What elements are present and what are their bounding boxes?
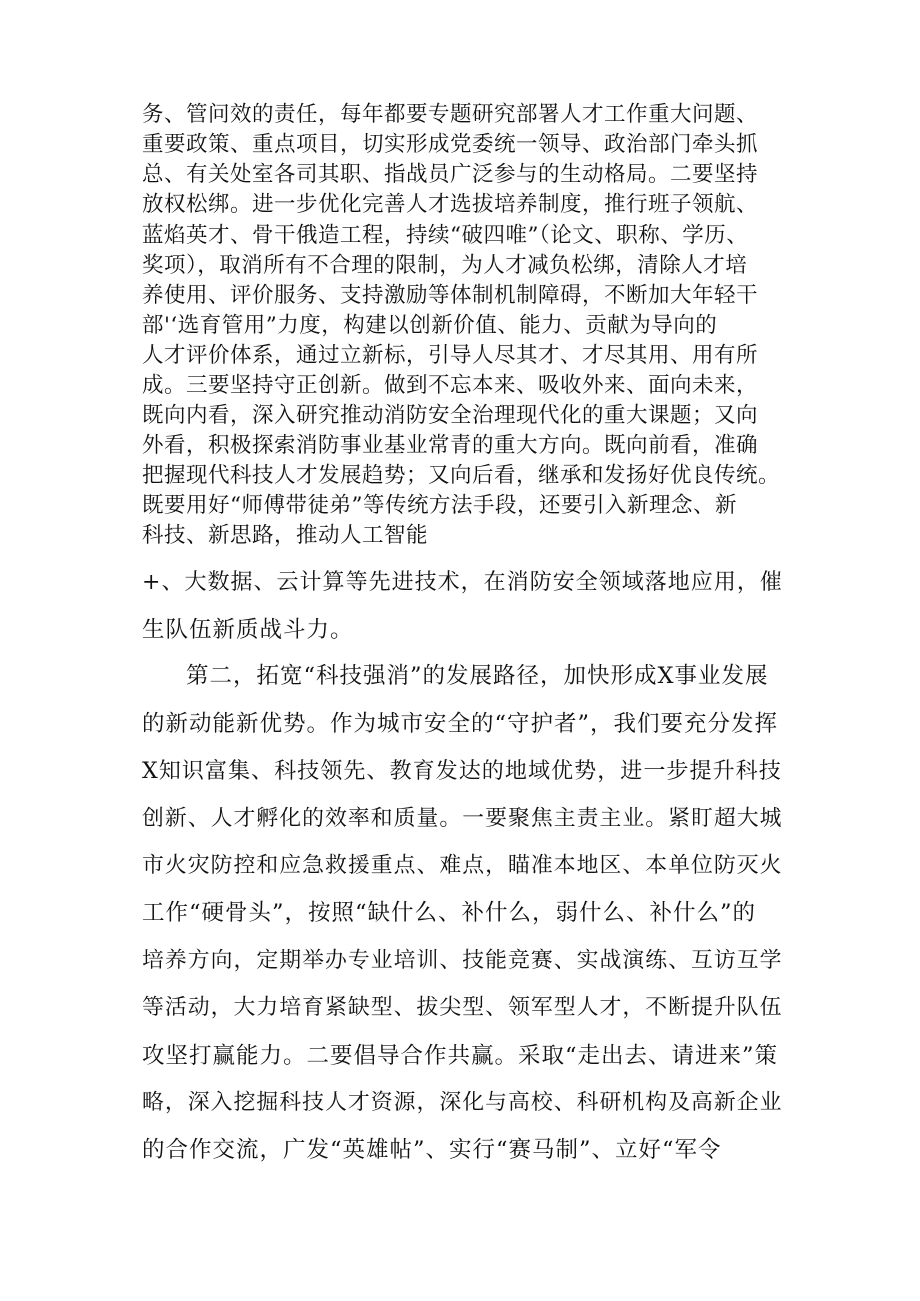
text-line: 人才评价体系，通过立新标，引导人尽其才、才尽其用、用有所	[142, 343, 759, 368]
text-line: X知识富集、科技领先、教育发达的地域优势，进一步提升科技	[142, 758, 782, 784]
text-line: 既向内看，深入研究推动消防安全治理现代化的重大课题；又向	[142, 403, 759, 428]
text-line: 攻坚打赢能力。二要倡导合作共赢。采取“走出去、请进来”策	[142, 1043, 779, 1069]
text-line: 既要用好“师傅带徒弟”等传统方法手段，还要引入新理念、新	[142, 493, 737, 518]
text-line: 的合作交流，广发“英雄帖”、实行“赛马制”、立好“军令	[142, 1137, 722, 1163]
text-line: 市火灾防控和应急救援重点、难点，瞄准本地区、本单位防灭火	[142, 853, 783, 878]
text-line: 成。三要坚持守正创新。做到不忘本来、吸收外来、面向未来，	[142, 373, 759, 398]
text-line: 总、有关处室各司其职、指战员广泛参与的生动格局。二要坚持	[142, 162, 759, 187]
text-line: 创新、人才孵化的效率和质量。一要聚焦主责主业。紧盯超大城	[142, 806, 783, 831]
text-line: 蓝焰英才、骨干俄造工程，持续“破四唯”（论文、职称、学历、	[142, 223, 749, 248]
text-line: 放权松绑。进一步优化完善人才选拔培养制度，推行班子领航、	[142, 192, 759, 217]
text-line: 把握现代科技人才发展趋势；又向后看，继承和发扬好优良传统。	[142, 463, 781, 488]
text-line: 部'‘选育管用”力度，构建以创新价值、能力、贡献为导向的	[142, 313, 718, 338]
text-line: 培养方向，定期举办专业培训、技能竞赛、实战演练、互访互学	[142, 948, 783, 973]
text-line: 第二，拓宽“科技强消”的发展路径，加快形成X事业发展	[186, 663, 769, 689]
text-line: 外看，积极探索消防事业基业常青的重大方向。既向前看，准确	[142, 433, 759, 458]
text-line: 的新动能新优势。作为城市安全的“守护者”，我们要充分发挥	[142, 711, 779, 737]
text-line: 等活动，大力培育紧缺型、拔尖型、领军型人才，不断提升队伍	[142, 995, 783, 1020]
text-line: 务、管问效的责任，每年都要专题研究部署人才工作重大问题、	[142, 102, 759, 127]
text-line: 养使用、评价服务、支持激励等体制机制障碍，不断加大年轻干	[142, 283, 759, 308]
text-line: 科技、新思路，推动人工智能	[142, 523, 429, 548]
text-line: 奖项），取消所有不合理的限制，为人才减负松绑，清除人才培	[142, 253, 748, 278]
text-line: +、大数据、云计算等先进技术，在消防安全领域落地应用，催	[142, 570, 783, 595]
text-line: 重要政策、重点项目，切实形成党委统一领导、政治部门牵头抓	[142, 132, 759, 157]
text-line: 工作“硬骨头”，按照“缺什么、补什么，弱什么、补什么”的	[142, 900, 757, 926]
text-line: 略，深入挖掘科技人才资源，深化与高校、科研机构及高新企业	[142, 1090, 783, 1115]
text-line: 生队伍新质战斗力。	[142, 617, 354, 643]
